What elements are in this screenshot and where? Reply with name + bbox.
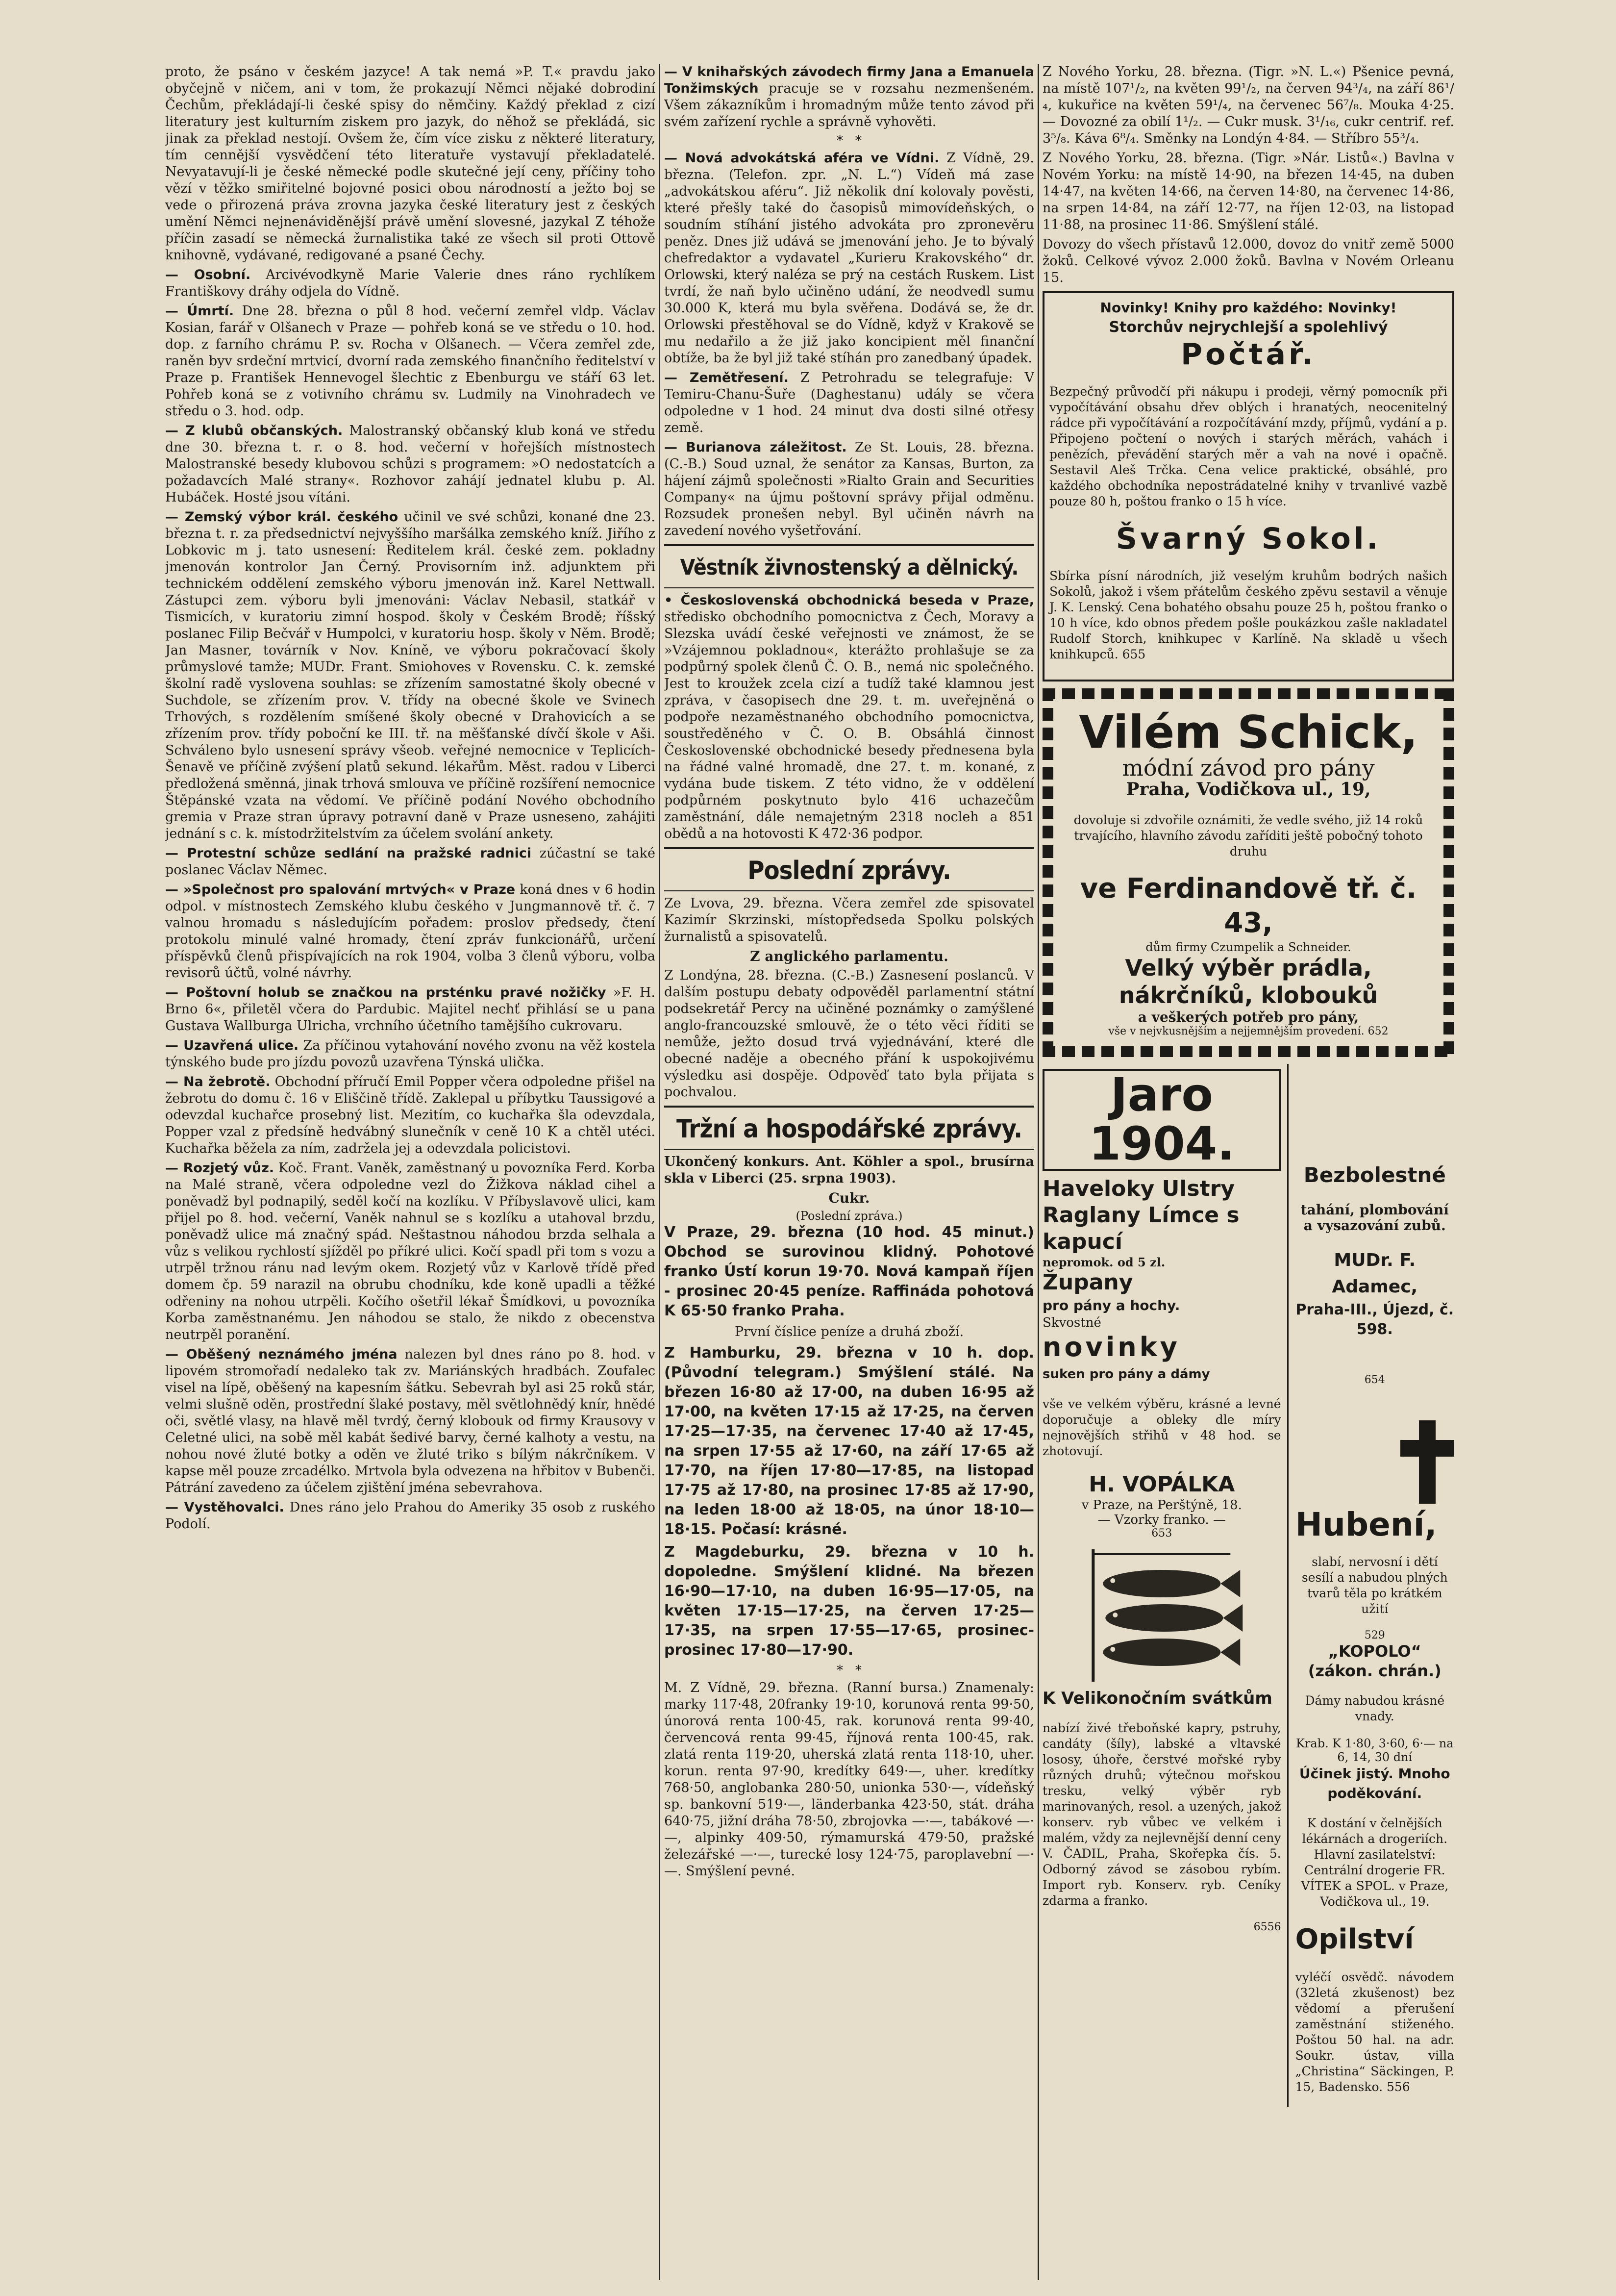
ad-jaro-novinky: novinky bbox=[1043, 1332, 1180, 1362]
item-spolecnost bbox=[165, 882, 655, 982]
item-advokat bbox=[664, 150, 1034, 367]
item-zebrota-head: — Na žebrotě. bbox=[165, 1074, 271, 1089]
ad-jaro-title: Jaro 1904. bbox=[1043, 1069, 1281, 1171]
news-column-2 bbox=[664, 64, 1034, 2280]
market-newyork-3: Dovozy do všech přístavů 12.000, dovoz do vnitř země 5000 žoků. Celkové vývoz 2.000 žoků. Bavlna v Novém Orleanu 15. bbox=[1043, 237, 1454, 285]
ad-storch-head: Storchův nejrychlejší a spolehlivý bbox=[1109, 319, 1388, 336]
ad-pocitar-text: Bezpečný průvodčí při nákupu i prodeji, věrný pomocník při vypočítávání obsahu dřev oblých i hranatých, neocenitelný rádce při vypočítávání a rozpočítávání mzdy, příjmů, vydání a p. Připojeno počtení o nových i starých měrách, vahách i penězích, převádění starých měr a vah na nové i opačně. Sestavil Aleš Trčka. Cena velice praktické, obsáhlé, pro každého obchodníka nepostrádatelné knihy v trvanlivé vazbě pouze 80 h, poštou franko o 15 h více. bbox=[1049, 384, 1447, 508]
market-magdeburk: Z Magdeburku, 29. března v 10 h. dopoledne. Smýšlení klidné. Na březen 16·90—17·10, na duben 16·95—17·05, na květen 17·15—17·25, na červen 17·25—17·35, na srpen 17·55—17·65, prosinec-prosinec 17·80—17·90. bbox=[664, 1543, 1034, 1659]
market-hamburk: Z Hamburku, 29. března v 10 h. dop. (Původní telegram.) Smýšlení stálé. Na březen 16·80 až 17·00, na duben 16·95 až 17·00, na květen 17·15 až 17·25, na červen 17·25—17·35, na červenec 17·40 až 17·45, na srpen 17·55 až 17·60, na září 17·65 až 17·70, na říjen 17·80—17·85, na listopad 17·75 až 17·80, na prosinec 17·85 až 17·90, na leden 18·00 až 18·05, na únor 18·10—18·15. Počasí: krásné. bbox=[664, 1344, 1034, 1538]
ad-jaro-skvostne: Skvostné bbox=[1043, 1315, 1101, 1330]
item-beseda-head: • Československá obchodnická beseda v Praze, bbox=[664, 593, 1034, 608]
cross-icon bbox=[1400, 1420, 1454, 1504]
ad-sokol-text: Sbírka písní národních, již veselým kruhům bodrých našich Sokolů, jakož i všem přátelům českého zpěvu sestavil a věnuje J. K. Lenský. Cena bohatého obsahu pouze 25 h, poštou franko o 10 h více, kdo obnos předem pošle poukázkou zašle nakladatel Rudolf Storch, knihkupec v Karlíně. Na skladě u všech knihkupců. 655 bbox=[1049, 569, 1447, 661]
ad-jaro-items: Haveloky Ulstry Raglany Límce s kapucí bbox=[1043, 1176, 1240, 1254]
item-kluby bbox=[165, 423, 655, 506]
ad-hubeni-title: Hubení, bbox=[1295, 1506, 1437, 1543]
item-lvov: Ze Lvova, 29. března. Včera zemřel zde spisovatel Kazimír Skrzinski, místopředseda Spolku polských žurnalistů a spisovatelů. bbox=[664, 896, 1034, 944]
ads-lower-right bbox=[1295, 1064, 1454, 2107]
item-zemsky-vybor bbox=[165, 509, 655, 842]
section-rule-thin bbox=[664, 587, 1034, 588]
item-jmeno-text: nalezen byl dnes ráno po 8. hod. v lipovém stromořadí nedaleko tak zv. Mariánských hradbách. Zoufalec visel na lípě, oběšený na kapesním šátku. Sebevrah byl asi 25 roků stár, velmi slušně oděn, prostřední šlaké postavy, měl světlohnědý knír, hnědé oči, světlé vlasy, na hlavě měl tvrdý, černý klobouk od firmy Krausovy v Celetné ulici, na sobě měl kabát šedivé barvy, černé kalhoty a vestu, na nohou nové žluté botky a oděn ve žluté triko s bílým nákrčníkem. V kapse měl pouze zrcadélko. Mrtvola byla odvezena na hřbitov v Bubenči. Pátrání zavedeno za účelem zjištění jména sebevrahova. bbox=[165, 1347, 655, 1495]
ad-schick-dum: dům firmy Czumpelik a Schneider. bbox=[1145, 940, 1351, 954]
section-rule-thin bbox=[664, 1149, 1034, 1150]
item-konkurs: Ukončený konkurs. Ant. Köhler a spol., brusírna skla v Liberci (25. srpna 1903). bbox=[664, 1154, 1034, 1186]
item-beseda-text: středisko obchodního pomocnictva z Čech, Moravy a Slezska uvádí české veřejnosti ve známost, že se »Vzájemnou pokladnou«, kterážto prohlašuje se za podpůrný spolek členů Č. O. B., nemá nic společného. Jest to kroužek zcela cizí a tudíž také klamnou jest zpráva, v časopisech dne 29. t. m. uveřejněná o podpoře nezaměstnaného obchodního pomocnictva, soustředěného v Č. O. B. Obsáhlá činnost Československé obchodnické besedy přednesena byla na řádné valné hromadě, dne 27. t. m. konané, z vydána bude tiskem. Z této vidno, že v oddělení podpůrném poskytnuto bylo 416 uchazečům zaměstnání, dále nemajetným 2318 nocleh a 851 obědů a na hotovosti K 472·36 podpor. bbox=[664, 609, 1034, 841]
ad-adamec-name: MUDr. F. Adamec, bbox=[1332, 1250, 1418, 1297]
ad-novinky-line: Novinky! Knihy pro každého: Novinky! bbox=[1100, 300, 1397, 316]
subhead-cukr: Cukr. bbox=[828, 1190, 870, 1206]
market-newyork-1: Z Nového Yorku, 28. března. (Tigr. »N. L.«) Pšenice pevná, na místě 107¹/₂, na květen 99¹/₂, na červen 94³/₄, na září 86¹/₄, kukuřice na květen 59¹/₄, na červenec 56⁷/₈. Mouka 4·25. — Dovozné za obilí 1¹/₂. — Cukr musk. 3¹/₁₆, cukr centrif. ref. 3⁵/₈. Káva 6⁸/₄. Směnky na Londýn 4·84. — Stříbro 55³/₄. bbox=[1043, 64, 1454, 146]
item-knihar bbox=[664, 64, 1034, 130]
item-knihar-head: — V knihařských závodech firmy Jana a Emanuela Tonžimských bbox=[664, 64, 1034, 96]
item-obeseny bbox=[165, 1346, 655, 1496]
separator-stars: * * bbox=[837, 1663, 862, 1678]
section-title-posledni: Poslední zprávy. bbox=[747, 856, 951, 885]
ad-schick-velky: Velký výběr prádla, nákrčníků, klobouků bbox=[1119, 955, 1378, 1009]
ad-jaro-text: vše ve velkém výběru, krásné a levné doporučuje a obleky dle míry nejnovějších střihů v 48 hod. se zhotovují. bbox=[1043, 1397, 1281, 1458]
item-spol-head: — »Společnost pro spalování mrtvých« v Praze bbox=[165, 882, 516, 897]
item-londyn: Z Londýna, 28. března. (C.-B.) Zasnesení poslanců. V dalším postupu debaty odpověděl parlamentní státní podsekretář Percy na učiněné poznámky o zamýšlené anglo-francouzské smlouvě, že o této věci říditi se nemůže, ježto dosud trvá vyjednávání, které dle obecné naděje a obecného přání k uspokojivému výsledku asi dospěje. Odpověď tato byla přijata s pochvalou. bbox=[664, 968, 1034, 1100]
ad-vopalka-num: 653 bbox=[1151, 1527, 1172, 1539]
ad-schick-ferdinand: ve Ferdinandově tř. č. 43, bbox=[1080, 873, 1417, 939]
ad-velikonoce-head: K Velikonočním svátkům bbox=[1043, 1689, 1272, 1708]
market-viden: M. Z Vídně, 29. března. (Ranní bursa.) Znamenaly: marky 117·48, 20franky 19·10, korunová renta 99·50, únorová renta 100·45, rak. korunová renta 99·40, červencová renta 99·45, říjnová renta 100·45, rak. zlatá renta 119·20, uherská zlatá renta 118·10, uher. korun. renta 97·90, kredítky 649·—, uher. kredítky 768·50, anglobanka 280·50, unionka 530·—, vídeňský sp. bankovní 519·—, länderbanka 423·50, stát. dráha 640·75, jižní dráha 78·50, zbrojovka —·—, tabákové —·—, alpinky 409·50, rýmamurská 479·50, pražské železářské —·—, turecké losy 124·75, paroplavební —·—. Smýšlení pevné. bbox=[664, 1680, 1034, 1879]
ad-bezbolestne-title: Bezbolestné bbox=[1303, 1163, 1446, 1187]
column-divider-2 bbox=[1038, 64, 1039, 2280]
item-knihar-text: pracuje se v rozsahu nezmenšeném. Všem zákazníkům i hromadným může tento závod při svém zařízení rychle a správně vyhověti. bbox=[664, 81, 1034, 129]
item-holub bbox=[165, 984, 655, 1034]
ad-schick-text: dovoluje si zdvořile oznámiti, že vedle svého, již 14 roků trvajícího, hlavního závodu zaříditi ještě pobočný tohoto druhu bbox=[1073, 813, 1423, 858]
ad-sokol-title: Švarný Sokol. bbox=[1116, 522, 1381, 556]
news-column-1 bbox=[165, 64, 655, 2280]
item-zebrota-text: Obchodní příručí Emil Popper včera odpoledne přišel na žebrotu do domu č. 16 v Eliščině třídě. Zaklepal u příbytku Taussigové a odevzdal kuchařce prosebný list. Mezitím, co kuchařka šla odevzdala, Popper vzal z předsíně hedvábný slunečník v ceně 10 K a chtěl utéci. Kuchařka běžela za ním, zadržela jej a odevzdala policistovi. bbox=[165, 1074, 655, 1156]
ad-vopalka-addr: v Praze, na Perštýně, 18. bbox=[1081, 1498, 1242, 1513]
item-holub-head: — Poštovní holub se značkou na prsténku pravé nožičky bbox=[165, 985, 606, 1000]
item-advokat-text: Z Vídně, 29. března. (Telefon. zpr. „N. L.“) Vídeň má zase „advokátskou aféru“. Již několik dní kolovaly pověsti, které přešly také do časopisů mimovídeňských, o soudním stíhání jistého advokáta pro zpronevěru peněz. Dnes již udává se jmenování jeho. Je to bývalý chefredaktor a vydavatel „Kurieru Krakovského“ dr. Orlowski, který naléza se prý na cestách Ruskem. List tvrdí, že naň bylo učiněno udání, že neodvedl sumu 30.000 K, která mu byla svěřena. Dodává se, že dr. Orlowski přestěhoval se do Vídně, když v Krakově se mu nedařilo a že již jako koncipient měl finanční obtíže, ba že byl již také stíhán pro zanedbaný úpadek. bbox=[664, 151, 1034, 366]
item-vyst-head: — Vystěhovalci. bbox=[165, 1500, 284, 1515]
ad-vopalka-vzorky: — Vzorky franko. — bbox=[1097, 1513, 1226, 1527]
ad-opilstvi-text: vyléčí osvědč. návodem (32letá zkušenost) bez vědomí a přerušení zaměstnání stiženého. Poštou 50 hal. na adr. Soukr. ústav, villa „Christina“ Säckingen, P. 15, Badensko. 556 bbox=[1295, 1970, 1454, 2094]
ad-jaro-vert: pro pány a hochy. bbox=[1043, 1297, 1180, 1313]
column-divider-1 bbox=[659, 64, 660, 2280]
ad-jaro-sukno: suken pro pány a dámy bbox=[1043, 1367, 1210, 1382]
ad-jaro-zupany: Župany bbox=[1043, 1270, 1133, 1295]
item-kluby-head: — Z klubů občanských. bbox=[165, 423, 343, 438]
item-jmeno-head: — Oběšený neznámého jména bbox=[165, 1347, 398, 1362]
ad-kopolo-ucinek: Účinek jistý. Mnoho poděkování. bbox=[1299, 1766, 1450, 1801]
item-burton bbox=[664, 439, 1034, 539]
item-osobni-text: Arcivévodkyně Marie Valerie dnes ráno rychlíkem Františkovy dráhy odjela do Vídně. bbox=[165, 267, 655, 299]
item-protest-head: — Protestní schůze sedlání na pražské radnici bbox=[165, 846, 532, 861]
separator-stars: * * bbox=[837, 133, 862, 148]
item-umrti-head: — Úmrtí. bbox=[165, 303, 234, 319]
item-zebrota bbox=[165, 1074, 655, 1157]
ad-velikonoce-num: 6556 bbox=[1253, 1921, 1281, 1933]
ad-side-num: 654 bbox=[1364, 1374, 1385, 1386]
item-zeme-text: Z Petrohradu se telegrafuje: V Temiru-Chanu-Šuře (Daghestanu) udály se včera odpoledne v 1 hod. 24 minut dva dosti silné otřesy země. bbox=[664, 370, 1034, 435]
market-newyork-2: Z Nového Yorku, 28. března. (Tigr. »Nár. Listů«.) Bavlna v Novém Yorku: na místě 14·90, na březen 14·45, na duben 14·47, na květen 14·66, na červen 14·80, na červenec 14·86, na srpen 14·84, na září 12·77, na říjen 12·03, na listopad 11·88, na prosinec 11·86. Smýšlení stálé. bbox=[1043, 151, 1454, 232]
item-vuz-text: Koč. Frant. Vaněk, zaměstnaný u povozníka Ferd. Korba na Malé straně, včera odpoledne vezl do Žižkova náklad cihel a poněvadž byl podnapilý, seděl kočí na kozlíku. V Příbyslavově ulici, kam přijel po 8. hod. večerní, Vaněk nahnul se s kozlíku a utahoval brzdu, poněvadž ulice má značný spád. Neštastnou náhodou brzda selhala a vůz s velikou rychlostí sjížděl po příkré ulici. Kočí spadl při tom s vozu a utrpěl tržnou ránu nad levým okem. Rozjetý vůz v Karlově třídě před domem čp. 59 narazil na obrubu chodníku, kde koně upadli a těžké odřeniny na nohou utrpěli. Kočího ošetřil lékař Šmídkovi, u povozníka Korba zaměstnanému. Jen náhodou se stalo, že nikdo z obecenstva neutrpěl poranění. bbox=[165, 1161, 655, 1342]
ad-kopolo-dostani: K dostání v čelnějších lékárnách a drogeriích. Hlavní zasilatelství: Centrální drogerie FR. VÍTEK a SPOL. v Praze, Vodičkova ul., 19. bbox=[1301, 1816, 1449, 1909]
ad-kopolo-num: 529 bbox=[1364, 1629, 1385, 1641]
item-ulice-text: Za příčinou vytahování nového zvonu na věž kostela týnského bude pro jízdu povozů uzavřena Týnská ulička. bbox=[165, 1038, 655, 1070]
subhead-cukr-note: (Poslední zpráva.) bbox=[796, 1209, 903, 1223]
ad-pocitar-title: Počtář. bbox=[1181, 337, 1316, 372]
item-vuz-head: — Rozjetý vůz. bbox=[165, 1161, 274, 1176]
item-vyst-text: Dnes ráno jelo Prahou do Ameriky 35 osob z ruského Podolí. bbox=[165, 1500, 655, 1532]
section-title-trzni: Tržní a hospodářské zprávy. bbox=[676, 1114, 1022, 1144]
section-rule-thin bbox=[664, 890, 1034, 891]
ad-velikonoce-text: nabízí živé třeboňské kapry, pstruhy, candáty (šíly), labské a vltavské lososy, úhoře, čerstvé mořské ryby různých druhů; výtečnou mořskou tresku, velký výběr ryb marinovaných, resol. a uzených, jakož konserv. ryb vůbec ve velkém i malém, vždy za nejlevnější denní ceny V. ČADIL, Praha, Skořepka čís. 5. Odborný závod se zásobou rybím. Import ryb. Konserv. ryb. Ceníky zdarma a franko. bbox=[1043, 1721, 1281, 1908]
ad-vopalka-name: H. VOPÁLKA bbox=[1089, 1472, 1235, 1497]
item-rozjety-vuz bbox=[165, 1160, 655, 1343]
ad-jaro-neprom: nepromok. od 5 zl. bbox=[1043, 1255, 1166, 1269]
ad-adamec-addr: Praha-III., Újezd, č. 598. bbox=[1295, 1301, 1454, 1338]
item-burton-head: — Burianova záležitost. bbox=[664, 440, 847, 455]
ad-schick-addr: Praha, Vodičkova ul., 19, bbox=[1126, 779, 1371, 800]
ads-lower-split bbox=[1043, 1064, 1454, 2107]
subhead-parlament: Z anglického parlamentu. bbox=[750, 948, 948, 964]
ad-kopolo-price: Krab. K 1·80, 3·60, 6·— na 6, 14, 30 dní bbox=[1296, 1737, 1454, 1764]
item-protest-text: zúčastní se také poslanec Václav Němec. bbox=[165, 846, 655, 878]
item-burton-text: Ze St. Louis, 28. března. (C.-B.) Soud uznal, že senátor za Kansas, Burton, za hájení zájmů společnosti »Rialto Grain and Securities Company« na újmu poštovní správy přijal odměnu. Rozsudek pronešen nebyl. Byl učiněn návrh na zavedení nového vyšetřování. bbox=[664, 440, 1034, 538]
item-zeme-head: — Zemětřesení. bbox=[664, 370, 789, 385]
item-umrti-text: Dne 28. března o půl 8 hod. večerní zemřel vldp. Václav Kosian, farář v Olšanech v Praze — pohřeb koná se ve středu o 10. hod. dop. z farního chrámu P. sv. Rocha v Olšanech. — Včera zemřel zde, raněn byv srdeční mrtvicí, dvorní rada zemského finančního ředitelství v Praze p. František Hennevogel šlechtic z Ebenburgu ve stáří 63 let. Pohřeb koná se z votivního chrámu sv. Ludmily na Vinohradech ve středu o 3. hod. odp. bbox=[165, 303, 655, 419]
article-translation-debate: proto, že psáno v českém jazyce! A tak nemá »P. T.« pravdu jako obyčejně v ničem, ani v tom, že prokazují Němci nějaké dobrodiní Čechům, překládají-li české spisy do němčiny. Každý překlad z cizí literatury jest kulturním ziskem pro jazyk, do něhož se překládá, sic jinak za překlad nestojí. Ovšem že, čím více zisku z některé literatury, tím cennější vysvědčení této literatuře vystavují překladatelé. Nevyatavují-li je české německé podle skutečné její ceny, příčiny toho vězí v těžko smiřitelné bojovné posici obou národností a ježto boj se vede o přirozená práva zrovna jazyka české literatury jest z českých umění Němci nejnenáviděnější právě umění slovesné, jazykal Z téhože příčin zasadí se německá žurnalistika také ze všech sil proti Ottově knihovně, vydávané, redigované a psané Čechy. bbox=[165, 64, 655, 263]
item-osobni-head: — Osobní. bbox=[165, 267, 251, 282]
item-advokat-head: — Nová advokátská aféra ve Vídni. bbox=[664, 151, 940, 166]
item-zemsky-head: — Zemský výbor král. českého bbox=[165, 509, 398, 525]
ad-kopolo-text: Dámy nabudou krásné vnady. bbox=[1305, 1693, 1445, 1723]
market-note: První číslice peníze a druhá zboží. bbox=[734, 1324, 964, 1339]
item-holub-text: »F. H. Brno 6«, přiletěl včera do Pardubic. Majitel nechť přihlásí se u pana Gustava Wallburga Ulricha, vrchního účetního tamějšího cukrovaru. bbox=[165, 985, 655, 1034]
ad-storch-books bbox=[1043, 291, 1454, 681]
section-rule bbox=[664, 544, 1034, 546]
item-ulice-head: — Uzavřená ulice. bbox=[165, 1038, 299, 1053]
ad-schick-sub: módní závod pro pány bbox=[1122, 755, 1375, 781]
item-vystehovalci bbox=[165, 1499, 655, 1533]
item-kluby-text: Malostranský občanský klub koná ve středu dne 30. března t. r. o 8. hod. večerní v hořejších místnostech Malostranské besedy klubovou schůzi s programem: »O nedostatcích a požadavcích Malé strany«. Rozhovor zahájí jednatel klubu p. Al. Hubáček. Hosté jsou vítáni. bbox=[165, 423, 655, 505]
ad-opilstvi-title: Opilství bbox=[1295, 1923, 1414, 1955]
item-protest bbox=[165, 845, 655, 879]
section-rule bbox=[664, 1106, 1034, 1108]
ad-schick-foot: vše v nejvkusnějším a nejjemnějším provedení. 652 bbox=[1108, 1025, 1389, 1037]
ads-column-3 bbox=[1043, 64, 1454, 2280]
ad-schick bbox=[1043, 688, 1454, 1057]
market-praha: V Praze, 29. března (10 hod. 45 minut.) Obchod se surovinou klidný. Pohotové franko Ústí korun 19·70. Nová kampaň říjen - prosinec 20·45 peníze. Raffináda pohotová K 65·50 franko Praha. bbox=[664, 1224, 1034, 1319]
ads-lower-left bbox=[1043, 1064, 1289, 2107]
fish-illustration bbox=[1043, 1539, 1281, 1687]
ad-bezbolestne-text: tahání, plombování a vysazování zubů. bbox=[1300, 1202, 1449, 1234]
section-rule bbox=[664, 847, 1034, 849]
item-umrti bbox=[165, 303, 655, 420]
ad-schick-potreb: a veškerých potřeb pro pány, bbox=[1138, 1009, 1359, 1025]
item-beseda bbox=[664, 592, 1034, 842]
ad-hubeni-text: slabí, nervosní i dětí sesílí a nabudou plných tvarů těla po krátkém užití bbox=[1301, 1555, 1448, 1616]
item-ulice bbox=[165, 1037, 655, 1071]
item-osobni bbox=[165, 267, 655, 300]
section-title-vestnik: Věstník živnostenský a dělnický. bbox=[680, 555, 1019, 580]
ad-schick-name: Vilém Schick, bbox=[1079, 706, 1418, 758]
ad-kopolo-name: „KOPOLO“ (zákon. chrán.) bbox=[1308, 1642, 1442, 1680]
item-zemetreseni bbox=[664, 370, 1034, 436]
item-zemsky-text: učinil ve své schůzi, konané dne 23. března t. r. za předsednictví nejvyššího maršálka zemského kníž. Jiřího z Lobkovic m j. tato usnesení: Ředitelem král. české zem. pokladny jmenován kontrolor Jan Černý. Provisorním inž. adjunktem při technickém oddělení zemského výboru jmenován inž. Karel Nettwall. Zástupci zem. výboru byli jmenováni: Václav Nebasil, statkář v Tismicích, v kuratoriu zimní hospod. školy v Českém Brodě; říšský poslanec Filip Bečvář v Humpolci, v kuratoriu hosp. školy v Něm. Brodě; Jan Masner, továrník v Nov. Kníně, ve výboru pokračovací školy průmyslové tamže; MUDr. Frant. Smiohoves v Rovensku. C. k. zemské školní radě vyslovena souhlas: se zřízením samostatné školy obecné v Suchdole, se zřízením prov. V. třídy na obecné škole ve Svinech Trhových, s rozdělením smíšené školy obecné v Drahovicích a se zřízením prov. třídy poboční ke III. tř. na měšťanské dívčí škole v Aši. Schváleno bylo usnesení správy všeob. veřejné nemocnice v Teplicích-Šenavě ve příčině zvýšení platů sekund. lékařům. Měst. radou v Liberci předložená směnná, jinak trhová smlouva ve příčině rozšíření nemocnice Štěpánské vzata na vědomí. Ve příčině podání Nového obchodního gremia v Praze stran úpravy potravní daně v Praze usneseno, zahájiti jednání s c. k. místodržitelstvím za účelem svolání ankety. bbox=[165, 509, 655, 841]
item-spol-text: koná dnes v 6 hodin odpol. v místnostech Zemského klubu českého v Jungmannově tř. č. 7 valnou hromadu s následujícím pořadem: proslov předsedy, čtení protokolu minulé valné hromady, čtení zpráv funkcionářů, určení příspěvků členů přispívajících na rok 1904, volba 3 členů výboru, volba revisorů účtů, volné návrhy. bbox=[165, 882, 655, 981]
